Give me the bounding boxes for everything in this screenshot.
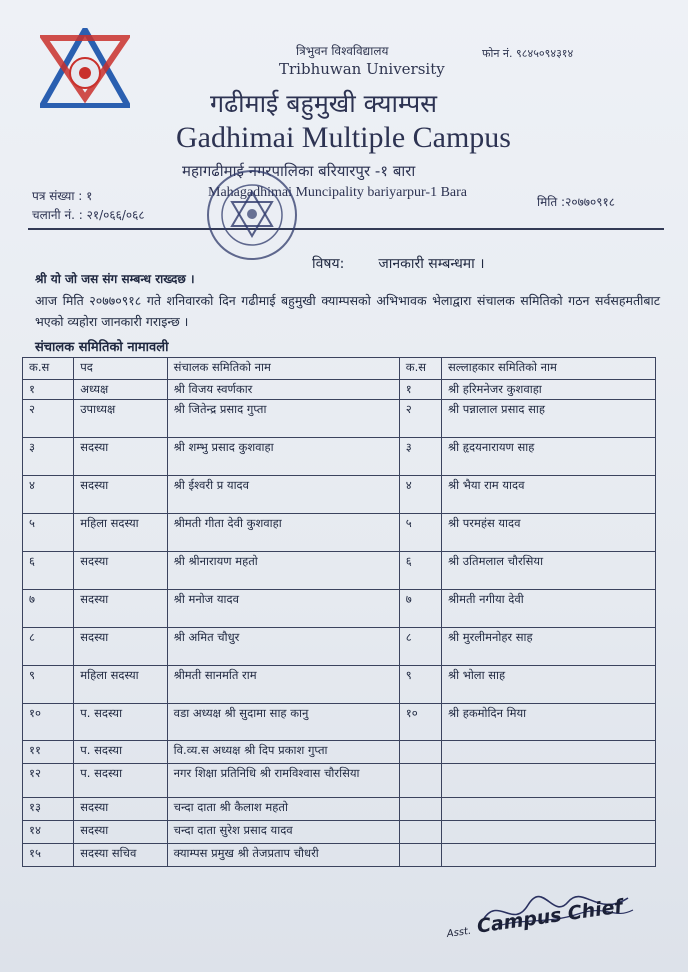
cell-sn-advisor: ७ [399,590,441,628]
cell-executive-name: श्री श्रीनारायण महतो [167,552,399,590]
table-row [23,666,656,704]
table-row [23,476,656,514]
cell-advisor-name: श्री परमहंस यादव [441,514,655,552]
signature-title: Campus Chief [475,895,625,938]
cell-sn-advisor: १ [399,380,441,400]
cell-sn-advisor: ६ [399,552,441,590]
table-row [23,628,656,666]
table-row [23,590,656,628]
cell-executive-name: चन्दा दाता सुरेश प्रसाद यादव [167,821,399,844]
phone-number: फोन नं. ९८४५०९४३१४ [482,47,574,60]
table-header-row [23,358,656,380]
cell-sn: ९ [23,666,74,704]
cell-post: सदस्या [74,476,167,514]
cell-sn-advisor: ४ [399,476,441,514]
cell-advisor-name: श्री उतिमलाल चौरसिया [441,552,655,590]
cell-executive-name: नगर शिक्षा प्रतिनिधि श्री रामविश्वास चौरसिया [167,764,399,798]
cell-sn-advisor [399,764,441,798]
cell-advisor-name [441,821,655,844]
cell-sn-advisor: २ [399,400,441,438]
cell-executive-name: श्री अमित चौधुर [167,628,399,666]
cell-sn: १४ [23,821,74,844]
header-advisor-name: सल्लाहकार समितिको नाम [441,358,655,380]
cell-advisor-name: श्री भैया राम यादव [441,476,655,514]
cell-sn: ६ [23,552,74,590]
cell-advisor-name: श्री हृदयनारायण साह [441,438,655,476]
cell-sn: ५ [23,514,74,552]
cell-advisor-name: श्री पन्नालाल प्रसाद साह [441,400,655,438]
table-row [23,704,656,741]
cell-sn: १२ [23,764,74,798]
cell-sn: ३ [23,438,74,476]
cell-sn-advisor [399,741,441,764]
campus-name-english: Gadhimai Multiple Campus [176,121,511,154]
cell-sn-advisor: ८ [399,628,441,666]
table-row [23,438,656,476]
cell-executive-name: चन्दा दाता श्री कैलाश महतो [167,798,399,821]
cell-sn-advisor [399,821,441,844]
campus-name-nepali: गढीमाई बहुमुखी क्याम्पस [210,89,438,118]
cell-executive-name: वडा अध्यक्ष श्री सुदामा साह कानु [167,704,399,741]
table-row [23,514,656,552]
cell-post: सदस्या सचिव [74,844,167,867]
committee-table [22,357,656,867]
cell-advisor-name: श्री हकमोदिन मिया [441,704,655,741]
table-row [23,764,656,798]
cell-sn: २ [23,400,74,438]
dispatch-number: चलानी नं. : २१/०६६/०६८ [32,208,145,222]
cell-advisor-name [441,798,655,821]
cell-sn: ८ [23,628,74,666]
cell-sn: ४ [23,476,74,514]
university-name-nepali: त्रिभुवन विश्वविद्यालय [296,44,389,58]
cell-executive-name: श्री विजय स्वर्णकार [167,380,399,400]
cell-sn: १० [23,704,74,741]
table-row [23,741,656,764]
cell-sn: १५ [23,844,74,867]
table-row [23,844,656,867]
cell-post: उपाध्यक्ष [74,400,167,438]
cell-advisor-name [441,764,655,798]
campus-seal-stamp [202,168,302,263]
cell-post: प. सदस्या [74,764,167,798]
tribhuvan-university-logo [40,28,130,108]
cell-executive-name: श्री मनोज यादव [167,590,399,628]
cell-post: सदस्या [74,590,167,628]
cell-post: अध्यक्ष [74,380,167,400]
cell-sn: ७ [23,590,74,628]
cell-sn: ११ [23,741,74,764]
header-executive-name: संचालक समितिको नाम [167,358,399,380]
signature-prefix: Asst. [446,925,472,941]
cell-advisor-name [441,741,655,764]
letter-body: आज मिति २०७७०९१८ गते शनिवारको दिन गढीमाई बहुमुखी क्याम्पसको अभिभावक भेलाद्वारा संचालक समितिको गठन सर्वसहमतीबाट भएको व्यहोरा जानकारी गराइन्छ । [35,293,660,329]
cell-post: सदस्या [74,552,167,590]
cell-post: सदस्या [74,628,167,666]
cell-post: महिला सदस्या [74,514,167,552]
cell-advisor-name [441,844,655,867]
table-row [23,400,656,438]
cell-executive-name: श्रीमती गीता देवी कुशवाहा [167,514,399,552]
cell-post: सदस्या [74,798,167,821]
subject-label: विषय: [312,256,345,272]
cell-sn: १ [23,380,74,400]
cell-executive-name: श्री जितेन्द्र प्रसाद गुप्ता [167,400,399,438]
subject-text: जानकारी सम्बन्धमा । [378,256,485,272]
header-sn: क.स [23,358,74,380]
cell-sn-advisor: ३ [399,438,441,476]
address-nepali: महागढीमाई नगरपालिका बरियारपुर -१ बारा [182,162,416,180]
letter-date: मिति :२०७७०९१८ [537,195,616,209]
table-row [23,552,656,590]
address-english: Mahagadhimai Muncipality bariyarpur-1 Bara [208,185,468,200]
cell-sn-advisor: १० [399,704,441,741]
reference-number: पत्र संख्या : १ [32,189,93,203]
cell-sn-advisor: ९ [399,666,441,704]
cell-executive-name: श्री ईश्वरी प्र यादव [167,476,399,514]
cell-executive-name: क्याम्पस प्रमुख श्री तेजप्रताप चौधरी [167,844,399,867]
committee-table-title: संचालक समितिको नामावली [35,340,169,355]
cell-sn-advisor: ५ [399,514,441,552]
cell-advisor-name: श्री हरिमनेजर कुशवाहा [441,380,655,400]
cell-executive-name: श्रीमती सानमति राम [167,666,399,704]
table-row [23,380,656,400]
header-sn-advisor: क.स [399,358,441,380]
cell-post: महिला सदस्या [74,666,167,704]
cell-executive-name: श्री शम्भु प्रसाद कुशवाहा [167,438,399,476]
cell-sn-advisor [399,844,441,867]
cell-post: प. सदस्या [74,741,167,764]
cell-sn: १३ [23,798,74,821]
university-name-english: Tribhuwan University [279,60,445,78]
salutation: श्री यो जो जस संग सम्बन्ध राख्दछ । [35,272,195,286]
cell-advisor-name: श्रीमती नगीया देवी [441,590,655,628]
header-divider [28,228,664,230]
cell-advisor-name: श्री मुरलीमनोहर साह [441,628,655,666]
cell-post: प. सदस्या [74,704,167,741]
subject-line [312,254,519,273]
cell-post: सदस्या [74,821,167,844]
table-row [23,798,656,821]
cell-sn-advisor [399,798,441,821]
cell-advisor-name: श्री भोला साह [441,666,655,704]
table-row [23,821,656,844]
header-post: पद [74,358,167,380]
cell-post: सदस्या [74,438,167,476]
cell-executive-name: वि.व्य.स अध्यक्ष श्री दिप प्रकाश गुप्ता [167,741,399,764]
